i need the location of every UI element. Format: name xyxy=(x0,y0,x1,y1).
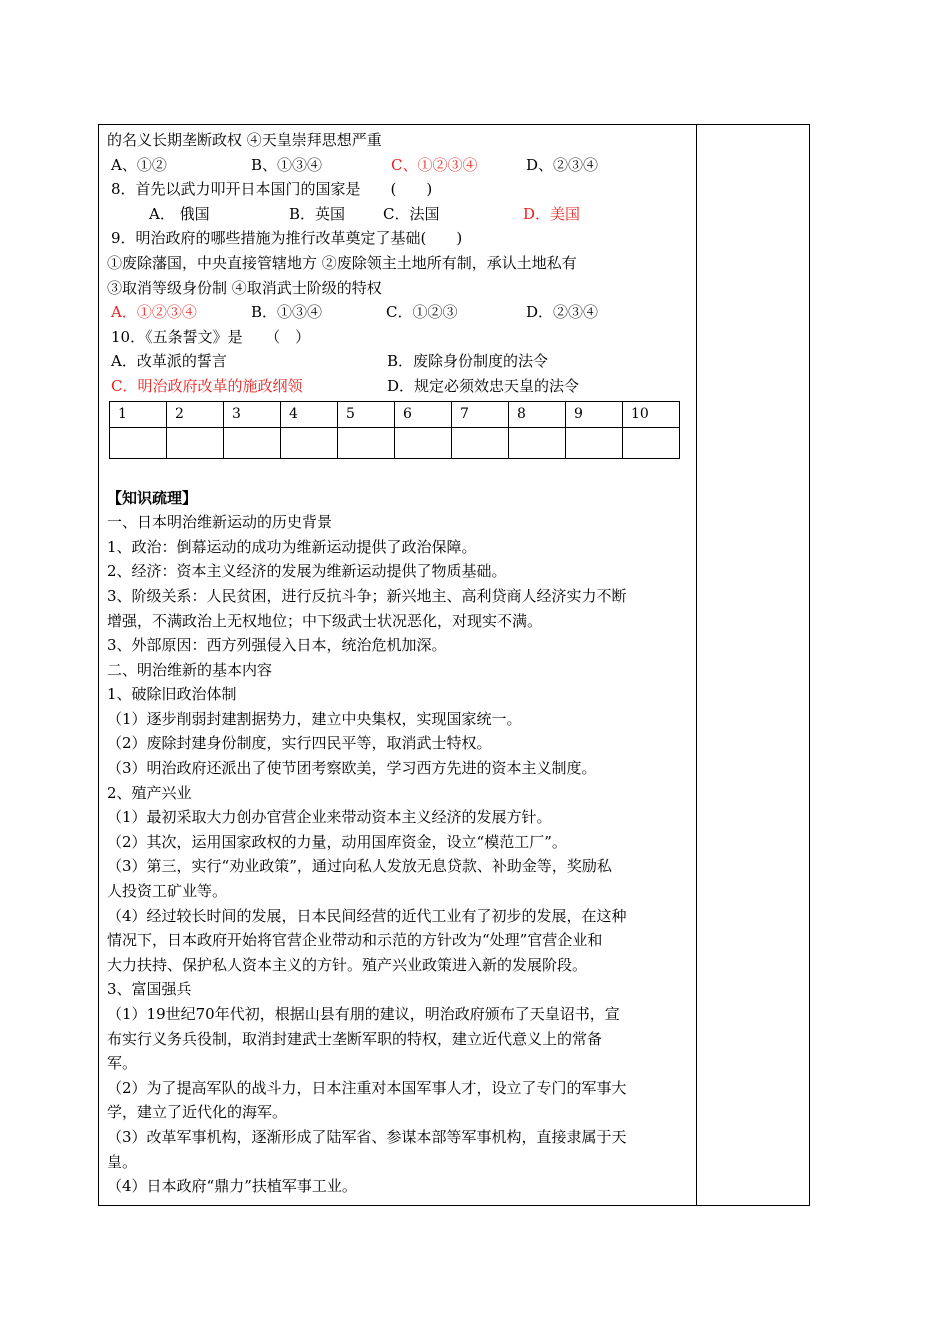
summary-line: 2、殖产兴业 xyxy=(107,783,192,802)
summary-line: 1、破除旧政治体制 xyxy=(107,685,237,704)
q9-option-c: C．①②③ xyxy=(386,303,458,322)
answer-header-cell: 9 xyxy=(566,401,623,427)
q10-option-a: A．改革派的誓言 xyxy=(111,352,227,371)
q7-option-d: D、②③④ xyxy=(526,155,599,174)
answer-table-blank-row xyxy=(110,427,680,458)
answer-blank-cell[interactable] xyxy=(167,427,224,458)
q9-statement-1: ①废除藩国，中央直接管辖地方 ②废除领主土地所有制，承认土地私有 xyxy=(107,253,577,272)
answer-blank-cell[interactable] xyxy=(395,427,452,458)
q8-option-a: A． 俄国 xyxy=(149,204,210,223)
spacer xyxy=(107,459,692,486)
page-frame-table xyxy=(98,124,810,1206)
q8-option-d-answer: D．美国 xyxy=(523,204,581,223)
summary-line: 情况下，日本政府开始将官营企业带动和示范的方针改为“处理”官营企业和 xyxy=(107,931,603,950)
q9-options xyxy=(107,300,692,325)
q7-option-c-answer: C、①②③④ xyxy=(391,155,478,174)
q10-option-d: D．规定必须效忠天皇的法令 xyxy=(387,376,580,395)
q9-stem: 9．明治政府的哪些措施为推行改革奠定了基础( ) xyxy=(111,229,463,248)
summary-line: （4）日本政府“鼎力”扶植军事工业。 xyxy=(107,1177,357,1196)
summary-line: （2）其次，运用国家政权的力量，动用国库资金，设立“模范工厂”。 xyxy=(107,832,567,851)
answer-blank-cell[interactable] xyxy=(224,427,281,458)
answer-header-cell: 6 xyxy=(395,401,452,427)
summary-line: 人投资工矿业等。 xyxy=(107,882,228,901)
answer-blank-cell[interactable] xyxy=(452,427,509,458)
summary-line: （3）第三，实行“劝业政策”，通过向私人发放无息贷款、补助金等，奖励私 xyxy=(107,857,612,876)
summary-line: （2）废除封建身份制度，实行四民平等，取消武士特权。 xyxy=(107,734,492,753)
q8-option-b: B．英国 xyxy=(289,204,346,223)
q9-statement-2: ③取消等级身份制 ④取消武士阶级的特权 xyxy=(107,278,382,297)
q7-options xyxy=(107,153,692,178)
summary-line: （1）最初采取大力创办官营企业来带动资本主义经济的发展方针。 xyxy=(107,808,552,827)
answer-header-cell: 10 xyxy=(623,401,680,427)
q8-stem: 8．首先以武力叩开日本国门的国家是 ( ) xyxy=(111,180,433,199)
summary-body xyxy=(107,510,692,1199)
summary-line: 3、富国强兵 xyxy=(107,980,192,999)
summary-line: （4）经过较长时间的发展，日本民间经营的近代工业有了初步的发展，在这种 xyxy=(107,906,627,925)
q8-options xyxy=(107,202,692,227)
q10-stem: 10．《五条誓文》是 （ ） xyxy=(111,327,311,346)
summary-line: 1、政治：倒幕运动的成功为维新运动提供了政治保障。 xyxy=(107,537,477,556)
answer-blank-cell[interactable] xyxy=(566,427,623,458)
section-title: 【知识疏理】 xyxy=(107,488,198,507)
summary-line: 3、外部原因：西方列强侵入日本，统治危机加深。 xyxy=(107,636,447,655)
q9-option-a-answer: A．①②③④ xyxy=(111,303,197,322)
answer-header-cell: 2 xyxy=(167,401,224,427)
q7-continuation: 的名义长期垄断政权 ④天皇崇拜思想严重 xyxy=(107,131,382,149)
q7-option-b: B、①③④ xyxy=(251,155,323,174)
answer-header-cell: 3 xyxy=(224,401,281,427)
q8-option-c: C．法国 xyxy=(383,204,440,223)
summary-line: 2、经济：资本主义经济的发展为维新运动提供了物质基础。 xyxy=(107,562,507,581)
summary-line: 大力扶持、保护私人资本主义的方针。殖产兴业政策进入新的发展阶段。 xyxy=(107,955,588,974)
answer-header-cell: 4 xyxy=(281,401,338,427)
summary-line: 3、阶级关系：人民贫困，进行反抗斗争；新兴地主、高利贷商人经济实力不断 xyxy=(107,586,627,605)
right-column-divider xyxy=(696,125,697,1205)
answer-table xyxy=(109,401,680,459)
q10-options-cd xyxy=(107,374,692,399)
answer-header-cell: 1 xyxy=(110,401,167,427)
summary-line: （3）明治政府还派出了使节团考察欧美，学习西方先进的资本主义制度。 xyxy=(107,759,597,778)
answer-blank-cell[interactable] xyxy=(338,427,395,458)
q7-option-a: A、①② xyxy=(111,155,167,174)
main-content-cell xyxy=(107,128,692,1199)
summary-line: （2）为了提高军队的战斗力，日本注重对本国军事人才，设立了专门的军事大 xyxy=(107,1078,627,1097)
summary-line: 学，建立了近代化的海军。 xyxy=(107,1103,288,1122)
summary-line: 增强，不满政治上无权地位；中下级武士状况恶化，对现实不满。 xyxy=(107,611,543,630)
answer-blank-cell[interactable] xyxy=(623,427,680,458)
q9-option-b: B．①③④ xyxy=(251,303,323,322)
summary-line: 布实行义务兵役制，取消封建武士垄断军职的特权，建立近代意义上的常备 xyxy=(107,1029,603,1048)
q10-option-c-answer: C．明治政府改革的施政纲领 xyxy=(111,376,303,395)
answer-header-cell: 7 xyxy=(452,401,509,427)
q10-option-b: B．废除身份制度的法令 xyxy=(387,352,549,371)
summary-line: 皇。 xyxy=(107,1152,138,1171)
answer-table-header-row xyxy=(110,401,680,427)
answer-header-cell: 8 xyxy=(509,401,566,427)
answer-blank-cell[interactable] xyxy=(110,427,167,458)
answer-header-cell: 5 xyxy=(338,401,395,427)
summary-line: （1）逐步削弱封建割据势力，建立中央集权，实现国家统一。 xyxy=(107,709,522,728)
summary-line: （3）改革军事机构，逐渐形成了陆军省、参谋本部等军事机构，直接隶属于天 xyxy=(107,1127,627,1146)
answer-blank-cell[interactable] xyxy=(509,427,566,458)
summary-line: 一、日本明治维新运动的历史背景 xyxy=(107,513,333,532)
q9-option-d: D．②③④ xyxy=(526,303,599,322)
summary-line: （1）19世纪70年代初，根据山县有朋的建议，明治政府颁布了天皇诏书，宣 xyxy=(107,1005,620,1023)
summary-line: 二、明治维新的基本内容 xyxy=(107,660,273,679)
answer-blank-cell[interactable] xyxy=(281,427,338,458)
q10-options-ab xyxy=(107,349,692,374)
summary-line: 军。 xyxy=(107,1054,138,1073)
